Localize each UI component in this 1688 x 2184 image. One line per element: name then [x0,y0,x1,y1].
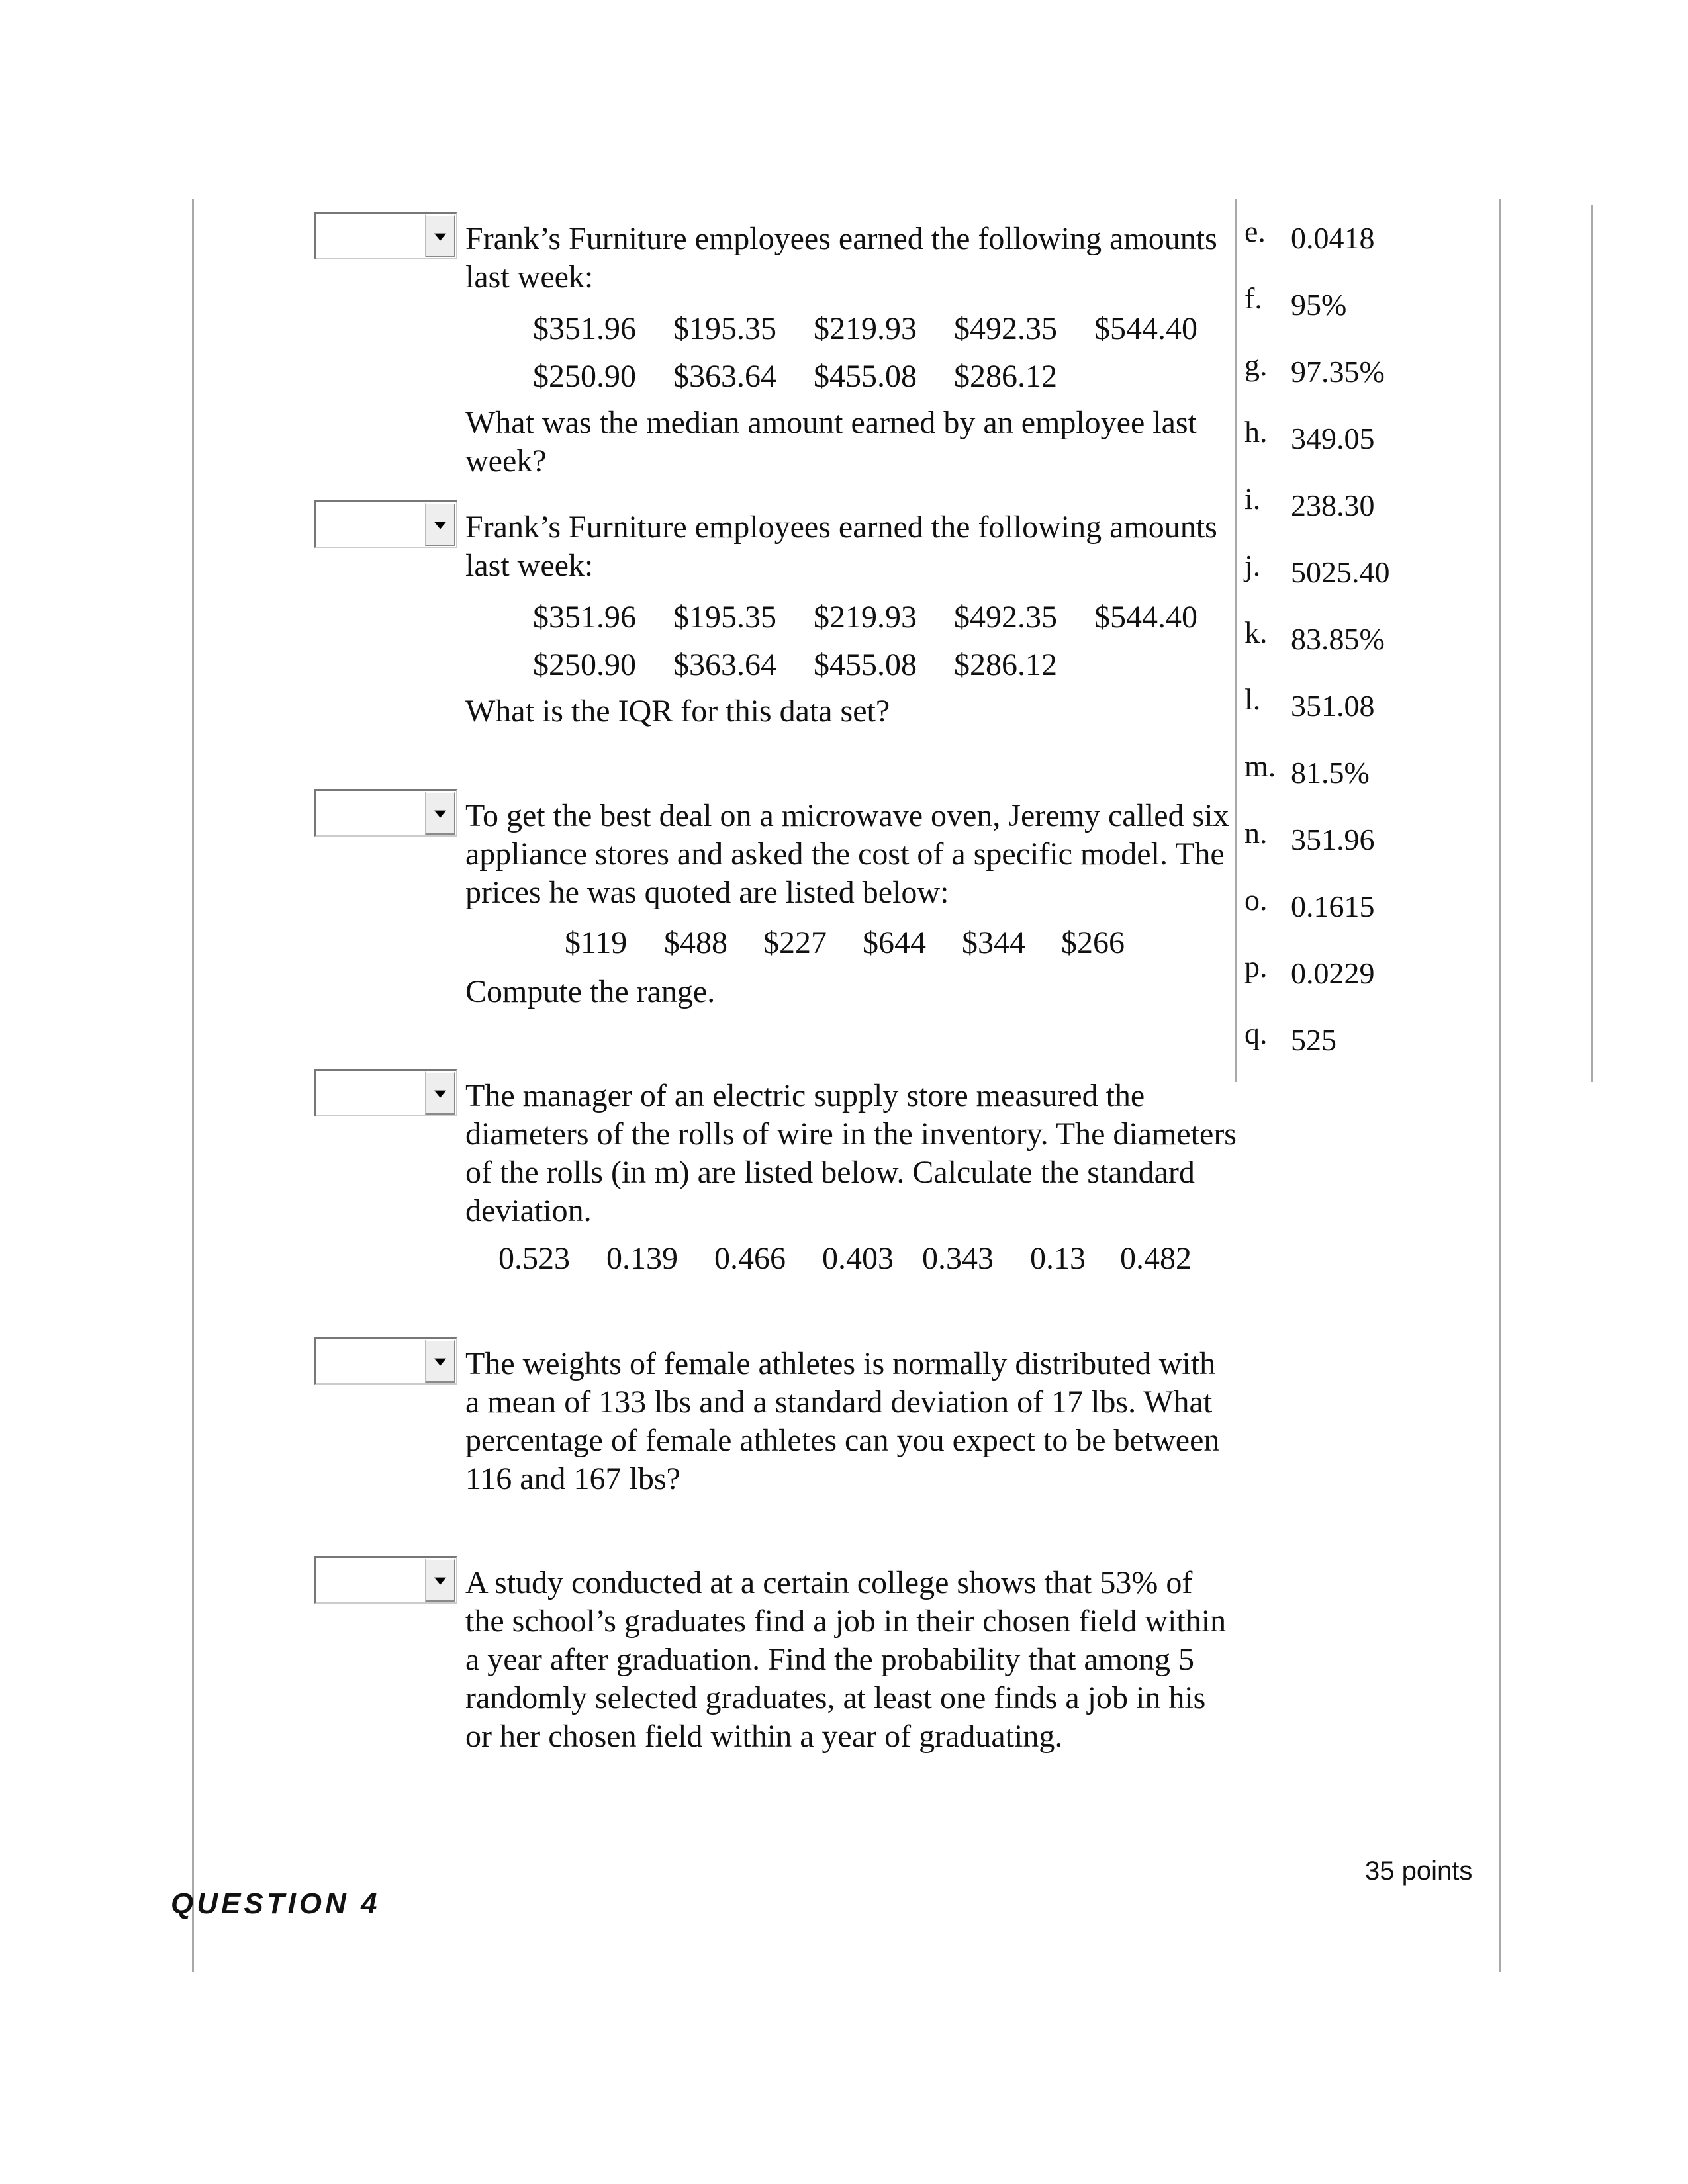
choice-value: 525 [1291,1023,1336,1057]
answer-choice [1244,616,1443,676]
question-prompt: Compute the range. [465,974,716,1009]
choice-value: 97.35% [1291,355,1385,388]
choice-value: 83.85% [1291,622,1385,656]
choice-letter: k. [1244,615,1268,649]
choice-letter: m. [1244,749,1276,783]
value: $351.96 [533,311,636,346]
choice-value: 238.30 [1291,488,1375,522]
value: 0.139 [606,1241,678,1276]
answer-select-2[interactable] [314,500,457,548]
dropdown-arrow-icon[interactable] [425,1340,455,1383]
choice-letter: g. [1244,348,1268,382]
value: $219.93 [814,311,917,346]
value-row [533,357,1235,396]
value: $363.64 [673,647,776,682]
question-text: The manager of an electric supply store measured the diameters of the rolls of wire in the inventory. The diameters of the rolls (in m) are listed below. Calculate the standard deviation. [465,1078,1237,1228]
choice-value: 351.96 [1291,823,1375,856]
dropdown-arrow-icon[interactable] [425,792,455,835]
value: $119 [565,925,628,960]
answer-choice [1244,349,1443,408]
value-row [498,1240,1227,1278]
value: $250.90 [533,359,636,394]
value: $286.12 [954,359,1057,394]
value-row [533,310,1235,348]
choice-letter: q. [1244,1017,1268,1050]
choice-value: 95% [1291,288,1347,322]
answer-choice [1244,750,1443,809]
value: $195.35 [673,311,776,346]
dropdown-arrow-icon[interactable] [425,1559,455,1602]
answer-select-1[interactable] [314,212,457,259]
value: 0.13 [1030,1241,1086,1276]
question-text: To get the best deal on a microwave oven, Jeremy called six appliance stores and asked the cost of a specific model. The prices he was quoted are listed below: [465,798,1229,910]
value: $455.08 [814,647,917,682]
answer-select-4[interactable] [314,1069,457,1116]
value: $286.12 [954,647,1057,682]
lower-right-border [1499,1072,1501,1972]
value: $544.40 [1094,600,1197,635]
question-prompt: What is the IQR for this data set? [465,694,890,729]
choice-letter: o. [1244,883,1268,917]
choice-value: 0.1615 [1291,889,1375,923]
choice-letter: i. [1244,482,1261,516]
choice-letter: p. [1244,950,1268,983]
choice-value: 81.5% [1291,756,1370,790]
value: $488 [664,925,727,960]
value: 0.523 [498,1241,570,1276]
answers-left-border [1235,199,1237,1082]
answer-choice [1244,549,1443,609]
question-text: Frank’s Furniture employees earned the following amounts last week: [465,510,1217,583]
answer-choice [1244,482,1443,542]
value: $363.64 [673,359,776,394]
value: $351.96 [533,600,636,635]
answer-select-5[interactable] [314,1337,457,1385]
answer-select-3[interactable] [314,789,457,837]
answer-choice [1244,817,1443,876]
value-row [565,924,1227,962]
value: $492.35 [954,311,1057,346]
dropdown-arrow-icon[interactable] [425,503,455,546]
value: 0.343 [922,1241,994,1276]
value: $219.93 [814,600,917,635]
value: $227 [763,925,827,960]
value: 0.466 [714,1241,786,1276]
outer-right-border [1591,205,1593,1082]
dropdown-arrow-icon[interactable] [425,214,455,257]
value: 0.482 [1120,1241,1192,1276]
value: $492.35 [954,600,1057,635]
choice-value: 349.05 [1291,422,1375,455]
answer-choice [1244,282,1443,341]
choice-letter: l. [1244,682,1261,716]
value-row [533,598,1235,637]
answers-right-border [1499,199,1501,1082]
question-prompt: What was the median amount earned by an employee last week? [465,405,1197,478]
left-border [192,199,194,1972]
choice-letter: e. [1244,214,1266,248]
question-text: A study conducted at a certain college shows that 53% of the school’s graduates find a job in their chosen field within a year after graduation. Find the probability that among 5 randomly selected graduates, at least one finds a job in his or her chosen field within a year of graduating. [465,1565,1227,1754]
answer-choice [1244,1017,1443,1077]
question-heading: QUESTION 4 [171,1888,381,1920]
choice-letter: h. [1244,415,1268,449]
question-text: Frank’s Furniture employees earned the following amounts last week: [465,221,1217,295]
choice-value: 0.0229 [1291,956,1375,990]
value: $544.40 [1094,311,1197,346]
answer-choice [1244,683,1443,743]
value-row [533,646,1235,684]
value: $344 [962,925,1025,960]
choice-letter: j. [1244,549,1261,582]
value: $644 [863,925,926,960]
value: $266 [1061,925,1125,960]
answer-choice [1244,215,1443,275]
value: 0.403 [822,1241,894,1276]
choice-letter: f. [1244,281,1262,315]
choice-value: 351.08 [1291,689,1375,723]
choice-value: 0.0418 [1291,221,1375,255]
answer-choice [1244,884,1443,943]
answer-choice [1244,950,1443,1010]
value: $250.90 [533,647,636,682]
choice-value: 5025.40 [1291,555,1390,589]
answer-choice [1244,416,1443,475]
points-label: 35 points [1365,1856,1473,1886]
question-text: The weights of female athletes is normally distributed with a mean of 133 lbs and a standard deviation of 17 lbs. What percentage of female athletes can you expect to be between 116 and 167 lbs? [465,1346,1220,1496]
value: $455.08 [814,359,917,394]
choice-letter: n. [1244,816,1268,850]
dropdown-arrow-icon[interactable] [425,1071,455,1115]
value: $195.35 [673,600,776,635]
answer-select-6[interactable] [314,1556,457,1604]
